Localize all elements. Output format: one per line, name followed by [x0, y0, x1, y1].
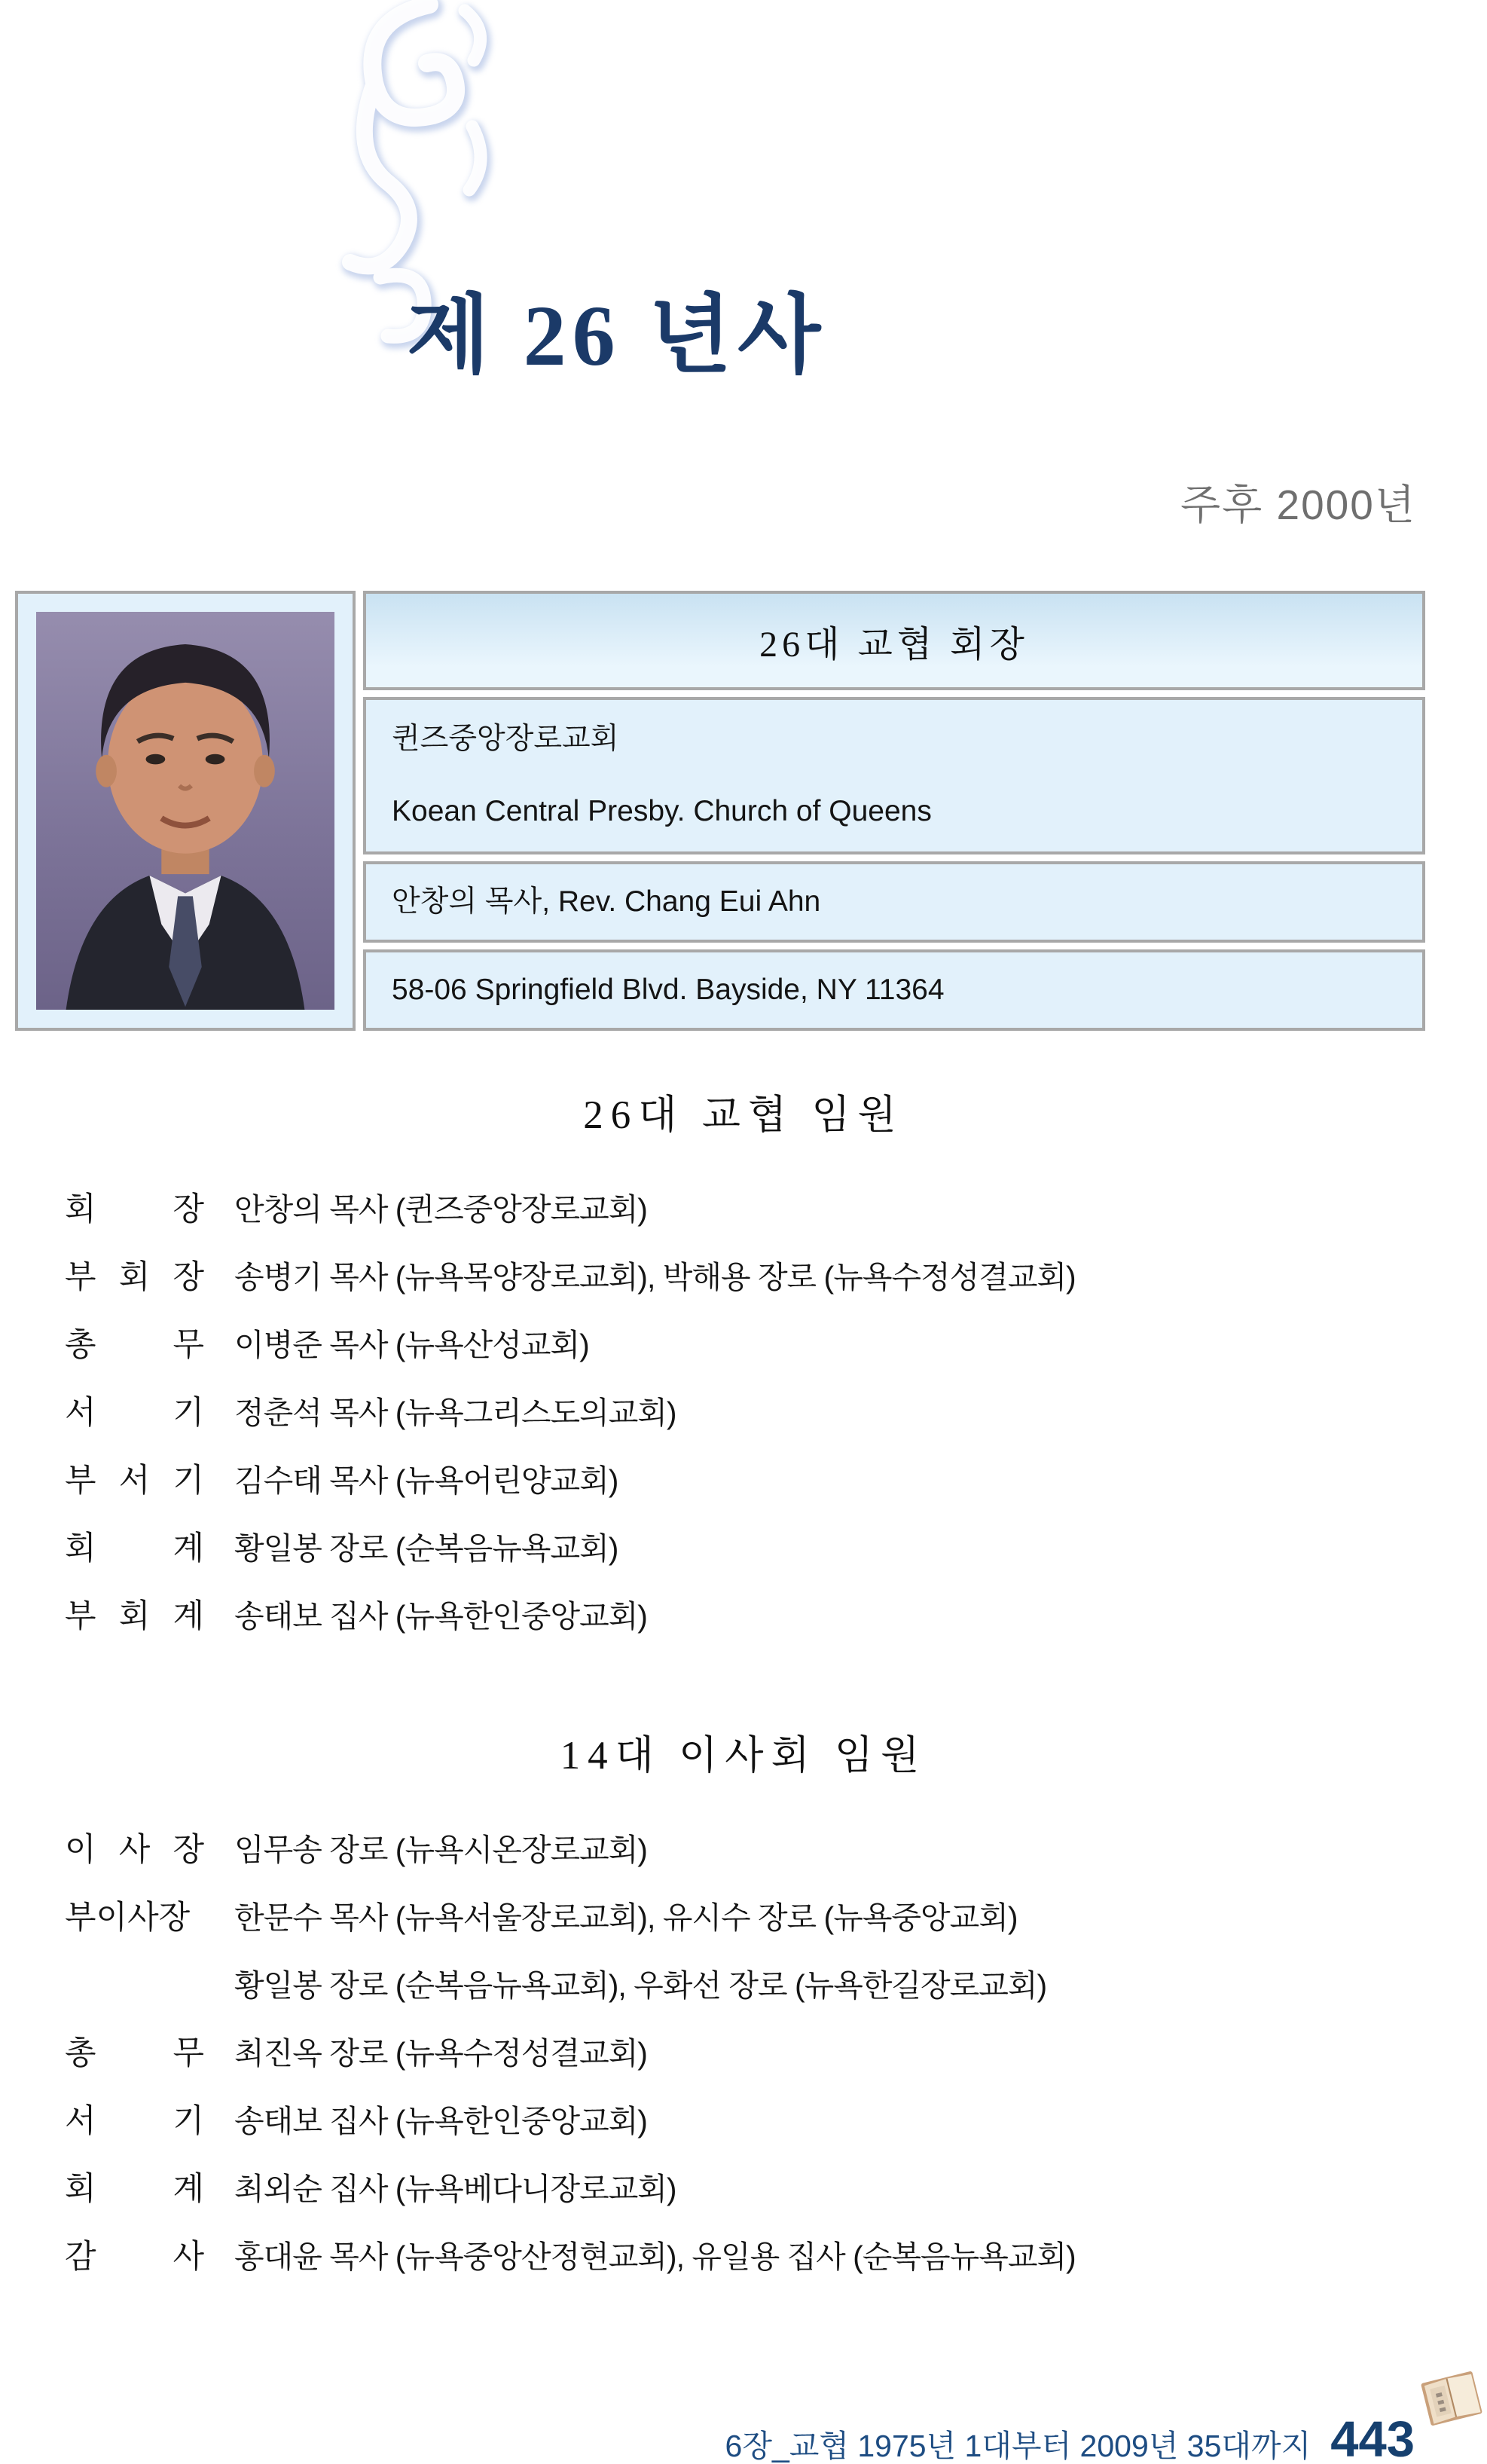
officer-row — [0, 1884, 1487, 2019]
officer-detail-line: 정춘석 목사 (뉴욕그리스도의교회) — [234, 1396, 676, 1430]
officer-role: 부 회 장 — [65, 1259, 204, 1295]
section-heading: 26대 교협 임원 — [583, 1093, 904, 1137]
officer-row — [0, 2019, 1487, 2087]
officer-row — [0, 2223, 1487, 2291]
officer-detail — [234, 2087, 647, 2155]
officer-detail-line: 황일봉 장로 (순복음뉴욕교회), 우화선 장로 (뉴욕한길장로교회) — [234, 1968, 1047, 2003]
card-info-line: 58-06 Springfield Blvd. Bayside, NY 11364 — [392, 973, 945, 1006]
officer-row — [0, 1816, 1487, 1884]
officer-row — [0, 1243, 1487, 1311]
officer-detail-line: 송태보 집사 (뉴욕한인중앙교회) — [234, 2104, 647, 2138]
card-info-line: Koean Central Presby. Church of Queens — [392, 795, 932, 828]
open-book-icon — [1419, 2368, 1484, 2429]
officer-row — [0, 1515, 1487, 1582]
president-card — [15, 591, 1425, 1031]
year-label: 주후 2000년 — [1180, 481, 1416, 528]
officer-role: 총 무 — [65, 1327, 204, 1363]
president-photo-cell — [15, 591, 356, 1031]
officer-section — [0, 1726, 1487, 2291]
officer-detail-line: 최외순 집사 (뉴욕베다니장로교회) — [234, 2172, 676, 2206]
officer-detail — [234, 2019, 647, 2087]
officer-detail — [234, 1311, 589, 1379]
officer-detail — [234, 1515, 618, 1582]
officer-detail — [234, 1243, 1076, 1311]
officer-row — [0, 1175, 1487, 1243]
officer-role: 회 장 — [65, 1191, 204, 1227]
officer-detail — [234, 1582, 647, 1650]
officer-detail-line: 김수태 목사 (뉴욕어린양교회) — [234, 1463, 618, 1498]
officer-role: 감 사 — [65, 2239, 204, 2275]
page-title: 제 26 년사 — [407, 288, 827, 384]
officer-sections — [0, 1085, 1487, 2291]
officer-detail — [234, 1447, 618, 1515]
page-footer — [725, 2411, 1415, 2464]
president-info-column — [363, 591, 1425, 1031]
card-info-row — [363, 861, 1425, 943]
officer-role: 총 무 — [65, 2035, 204, 2071]
officer-section — [0, 1085, 1487, 1650]
footer-page-number: 443 — [1330, 2411, 1415, 2464]
officer-detail-line: 이병준 목사 (뉴욕산성교회) — [234, 1328, 589, 1362]
officer-detail — [234, 2155, 676, 2223]
card-info-row — [363, 697, 1425, 854]
officer-role: 부 서 기 — [65, 1463, 204, 1499]
officer-role: 서 기 — [65, 1395, 204, 1431]
officer-row — [0, 1447, 1487, 1515]
officer-detail — [234, 2223, 1076, 2291]
officer-role: 이 사 장 — [65, 1832, 204, 1868]
officer-detail-line: 최진옥 장로 (뉴욕수정성결교회) — [234, 2036, 647, 2071]
officer-detail — [234, 1379, 676, 1447]
officer-detail-line: 홍대윤 목사 (뉴욕중앙산정현교회), 유일용 집사 (순복음뉴욕교회) — [234, 2239, 1076, 2274]
president-portrait-photo — [36, 612, 334, 1010]
card-info-row — [363, 949, 1425, 1031]
officer-row — [0, 1582, 1487, 1650]
officer-detail — [234, 1884, 1046, 2019]
officer-detail-line: 송태보 집사 (뉴욕한인중앙교회) — [234, 1599, 647, 1634]
officer-role: 부이사장 — [65, 1900, 191, 1936]
card-info-line: 퀸즈중앙장로교회 — [392, 723, 619, 756]
president-card-header: 26대 교협 회장 — [363, 591, 1425, 690]
officer-row — [0, 1379, 1487, 1447]
officer-role: 부 회 계 — [65, 1598, 204, 1634]
officer-detail — [234, 1816, 647, 1884]
officer-role: 서 기 — [65, 2103, 204, 2139]
officer-role: 회 계 — [65, 2171, 204, 2207]
section-heading: 14대 이사회 임원 — [560, 1734, 927, 1778]
officer-detail-line: 황일봉 장로 (순복음뉴욕교회) — [234, 1531, 618, 1566]
officer-detail-line: 임무송 장로 (뉴욕시온장로교회) — [234, 1833, 647, 1867]
officer-detail-line: 송병기 목사 (뉴욕목양장로교회), 박해용 장로 (뉴욕수정성결교회) — [234, 1260, 1076, 1295]
officer-detail — [234, 1175, 647, 1243]
officer-detail-line: 안창의 목사 (퀸즈중앙장로교회) — [234, 1192, 647, 1227]
officer-row — [0, 1311, 1487, 1379]
officer-role: 회 계 — [65, 1530, 204, 1567]
footer-chapter-label: 6장_교협 1975년 1대부터 2009년 35대까지 — [725, 2429, 1311, 2463]
card-info-line: 안창의 목사, Rev. Chang Eui Ahn — [392, 885, 821, 918]
officer-detail-line: 한문수 목사 (뉴욕서울장로교회), 유시수 장로 (뉴욕중앙교회) — [234, 1900, 1018, 1935]
officer-row — [0, 2155, 1487, 2223]
officer-row — [0, 2087, 1487, 2155]
